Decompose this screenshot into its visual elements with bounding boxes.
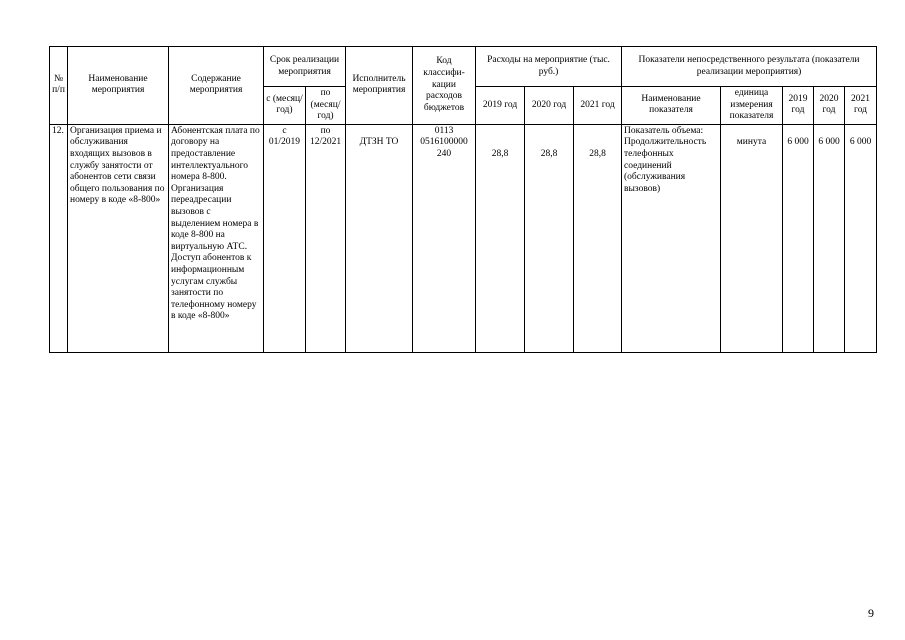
row-code <box>413 124 476 352</box>
row-from-value: 01/2019 <box>268 137 301 148</box>
row-executor: ДТЗН ТО <box>346 124 413 352</box>
row-unit: минута <box>721 124 783 352</box>
header-indicators: Показатели непосредственного результата (показатели реализации мероприятия) <box>622 47 877 87</box>
row-expense-2019: 28,8 <box>476 124 525 352</box>
row-indicator: Показатель объема: Продолжительность телефонных соединений (обслуживания вызовов) <box>622 124 721 352</box>
header-period: Срок реализации мероприятия <box>264 47 346 87</box>
row-period-to <box>306 124 346 352</box>
row-code-line3: 240 <box>436 148 452 159</box>
header-name: Наименование мероприятия <box>68 47 169 125</box>
row-code-line1: 0113 <box>434 125 454 136</box>
page-number: 9 <box>868 606 874 620</box>
header-code: Код классифи-кации расходов бюджетов <box>413 47 476 125</box>
header-expense-year-2019: 2019 год <box>476 87 525 125</box>
header-indicator-year-2019: 2019 год <box>783 87 814 125</box>
row-name: Организация приема и обслуживания входящих вызовов в службу занятости от абонентов сети связи общего пользования по номеру в коде «8-800» <box>68 124 169 352</box>
header-period-from: с (месяц/ год) <box>264 87 306 125</box>
row-expense-2021: 28,8 <box>574 124 622 352</box>
row-num: 12. <box>50 124 68 352</box>
row-code-line2: 0516100000 <box>420 137 468 148</box>
header-indicator-year-2021: 2021 год <box>845 87 877 125</box>
row-indicator-2021: 6 000 <box>845 124 877 352</box>
header-unit: единица измерения показателя <box>721 87 783 125</box>
row-from-label: с <box>282 125 287 136</box>
header-num: № п/п <box>50 47 68 125</box>
table-row <box>50 124 877 352</box>
header-expense-year-2021: 2021 год <box>574 87 622 125</box>
measures-table <box>49 46 877 353</box>
row-indicator-2019: 6 000 <box>783 124 814 352</box>
header-expenses: Расходы на мероприятие (тыс. руб.) <box>476 47 622 87</box>
row-content: Абонентская плата по договору на предоставление интеллектуального номера 8-800. Организация переадресации вызовов с выделением номера в коде 8-800 на виртуальную АТС. Доступ абонентов к информационным услугам службы занятости по телефонному номеру в коде «8-800» <box>169 124 264 352</box>
header-indicator-name: Наименование показателя <box>622 87 721 125</box>
header-indicator-year-2020: 2020 год <box>814 87 845 125</box>
header-period-to: по (месяц/ год) <box>306 87 346 125</box>
header-content: Содержание мероприятия <box>169 47 264 125</box>
header-expense-year-2020: 2020 год <box>525 87 574 125</box>
row-expense-2020: 28,8 <box>525 124 574 352</box>
row-indicator-2020: 6 000 <box>814 124 845 352</box>
header-row-1 <box>50 47 877 87</box>
header-executor: Исполнитель мероприятия <box>346 47 413 125</box>
row-to-label: по <box>320 125 331 136</box>
row-to-value: 12/2021 <box>309 137 342 148</box>
row-period-from <box>264 124 306 352</box>
